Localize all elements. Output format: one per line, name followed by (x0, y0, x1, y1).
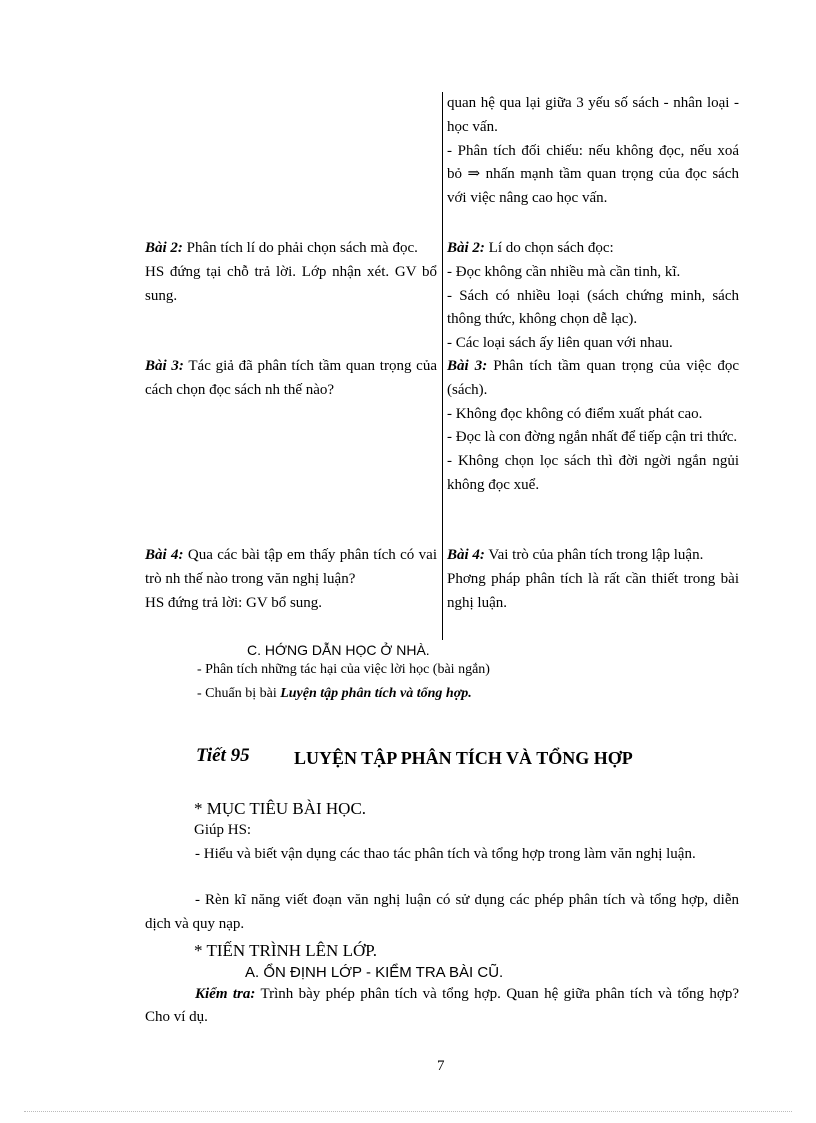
section-c-item-1: - Phân tích những tác hại của việc lời học (bài ngắn) (197, 662, 490, 677)
bai4-label: Bài 4: (145, 547, 184, 563)
bai3-answer-1: - Không đọc không có điểm xuất phát cao. (447, 405, 703, 422)
table-right-continuation (447, 92, 739, 211)
bai3-answer-label: Bài 3: (447, 358, 488, 374)
bai3-answer (447, 355, 739, 498)
bai4-answer-text: Phơng pháp phân tích là rất cần thiết trong bài nghị luận. (447, 570, 739, 611)
bai3-label: Bài 3: (145, 358, 184, 374)
bai2-question (145, 237, 437, 308)
section-c-item-2-prefix: - Chuẩn bị bài (197, 686, 281, 701)
bai2-question-text: Phân tích lí do phải chọn sách mà đọc. (182, 240, 418, 256)
table-column-divider (442, 92, 443, 640)
bai2-answer-3: - Các loại sách ấy liên quan với nhau. (447, 335, 673, 352)
bai2-answer-title: Lí do chọn sách đọc: (484, 240, 614, 256)
page-number: 7 (437, 1058, 445, 1074)
objectives-heading: * MỤC TIÊU BÀI HỌC. (194, 799, 367, 818)
process-check (145, 983, 739, 1029)
check-text: Trình bày phép phân tích và tổng hợp. Quan hệ giữa phân tích và tổng hợp? Cho ví dụ. (145, 986, 739, 1025)
bai4-answer-label: Bài 4: (447, 547, 485, 563)
objectives-item-2: - Rèn kĩ năng viết đoạn văn nghị luận có sử dụng các phép phân tích và tổng hợp, diễn dịch và quy nạp. (145, 892, 739, 932)
section-c-item-2 (197, 684, 472, 704)
bai4-note: HS đứng trả lời: GV bổ sung. (145, 594, 323, 611)
bai4-question-text: Qua các bài tập em thấy phân tích có vai trò nh thế nào trong văn nghị luận? (145, 547, 437, 587)
bai2-answer-label: Bài 2: (447, 240, 485, 256)
section-c-heading: C. HỚNG DẪN HỌC Ở NHÀ. (247, 642, 430, 658)
bai2-answer-2: - Sách có nhiều loại (sách chứng minh, sách thông thức, không chọn dễ lạc). (447, 287, 739, 328)
lesson-title: LUYỆN TẬP PHÂN TÍCH VÀ TỔNG HỢP (294, 748, 633, 768)
objectives-item-1: - Hiểu và biết vận dụng các thao tác phân tích và tổng hợp trong làm văn nghị luận. (195, 846, 696, 862)
bai2-answer (447, 237, 739, 356)
bai2-answer-1: - Đọc không cần nhiều mà cần tinh, kĩ. (447, 263, 681, 280)
bai2-note: HS đứng tại chỗ trả lời. Lớp nhận xét. GV bổ sung. (145, 263, 437, 304)
lesson-number: Tiết 95 (196, 745, 250, 766)
objectives-intro: Giúp HS: (194, 822, 252, 838)
bai4-answer (447, 544, 739, 615)
continuation-line-2: - Phân tích đối chiếu: nếu không đọc, nếu xoá bỏ ⇒ nhấn mạnh tầm quan trọng của đọc sách với việc nâng cao học vấn. (447, 142, 739, 207)
bai3-answer-2: - Đọc là con đờng ngắn nhất để tiếp cận tri thức. (447, 429, 738, 446)
bai3-question-text: Tác giả đã phân tích tầm quan trọng của cách chọn đọc sách nh thế nào? (145, 358, 437, 398)
bai2-label: Bài 2: (145, 240, 183, 256)
page-bottom-border (24, 1111, 792, 1112)
section-c-item-2-title: Luyện tập phân tích và tổng hợp. (280, 686, 472, 701)
bai3-answer-title: Phân tích tầm quan trọng của việc đọc (sách). (447, 358, 739, 398)
bai3-answer-3: - Không chọn lọc sách thì đời ngời ngắn ngủi không đọc xuể. (447, 453, 739, 493)
bai4-question (145, 544, 437, 615)
process-sub-a: A. ỔN ĐỊNH LỚP - KIỂM TRA BÀI CŨ. (245, 964, 504, 981)
continuation-line-1: quan hệ qua lại giữa 3 yếu số sách - nhân loại - học vấn. (447, 95, 739, 135)
check-label: Kiểm tra: (195, 986, 256, 1002)
bai3-question (145, 355, 437, 403)
bai4-answer-title: Vai trò của phân tích trong lập luận. (484, 547, 704, 563)
process-heading: * TIẾN TRÌNH LÊN LỚP. (194, 941, 378, 960)
